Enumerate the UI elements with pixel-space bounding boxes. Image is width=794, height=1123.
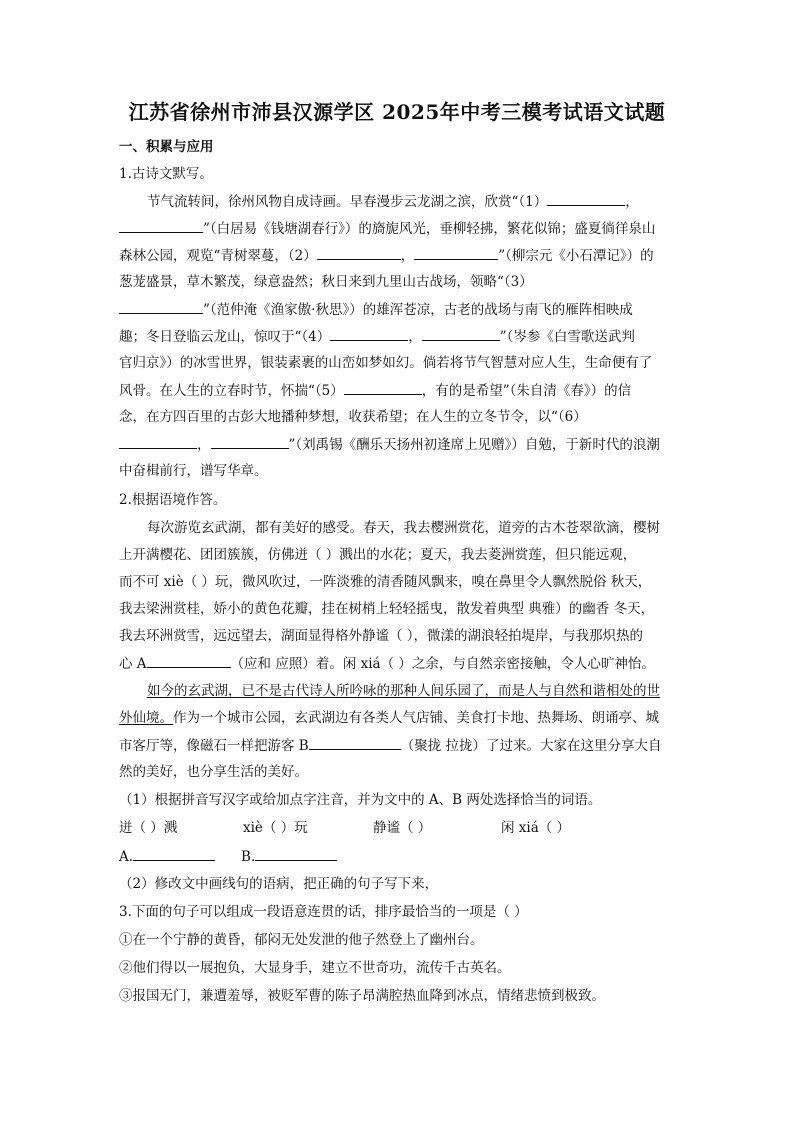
q2-passage-line: 心 A （应和 应照）着。闲 xiá（ ）之余，与自然亲密接触，令人心旷神怡。 [119,656,655,672]
answer-blank[interactable] [119,219,203,233]
q1-line-11: 中奋楫前行，谱写华章。 [119,463,268,479]
q1-line-2: ”（白居易《钱塘湖春行》）的旖旎风光，垂柳轻拂，繁花似锦；盛夏徜徉泉山 [119,219,689,238]
q1-line-9: 念，在方四百里的古彭大地播种梦想，收获希望；在人生的立冬节令，以“（6） [119,409,587,425]
q1-line-4: 葱茏盛景，草木繁茂，绿意盎然；秋日来到九里山古战场，领略“（3） [119,274,533,290]
answer-blank-b[interactable] [309,736,401,750]
pinyin-item: 迸（ ）溅 [119,820,178,836]
pinyin-row [119,819,689,837]
answer-blank[interactable] [317,246,401,260]
page-title: 江苏省徐州市沛县汉源学区 2025年中考三模考试语文试题 [128,100,666,124]
q1-line-1: 节气流转间，徐州风物自成诗画。早春漫步云龙湖之滨，欣赏“（1） ， [147,194,639,210]
answer-blank-b-line[interactable] [255,847,337,861]
q2-passage-line: 我去环洲赏雪，远远望去，湖面显得格外静谧（ ），微漾的湖浪轻拍堤岸，与我那炽热的 [119,628,644,644]
q2-passage-line: 上开满樱花、团团簇簇，仿佛迸（ ）溅出的水花；夏天，我去菱洲赏莲，但只能远观， [119,547,637,563]
q1-line-3: 森林公园，观览“青树翠蔓，（2） ， ”（柳宗元《小石潭记》）的 [119,248,654,264]
pinyin-item: 静谧（ ） [373,820,432,836]
q2-passage-line: 而不可 xiè（ ）玩，微风吹过，一阵淡雅的清香随风飘来，嗅在鼻里令人飘然脱俗 秋天， [119,574,652,590]
q2-passage-line: 外仙境。作为一个城市公园，玄武湖边有各类人气店铺、美食打卡地、热舞场、朗诵亭、城 [119,710,659,726]
q2-passage-line: 然的美好，也分享生活的美好。 [119,764,308,780]
question-2-label: 2.根据语境作答。 [119,492,227,508]
q1-line-5: ”（范仲淹《渔家傲·秋思》）的雄浑苍凉，古老的战场与南飞的雁阵相映成 [119,300,689,319]
q2-passage-line: 市客厅等，像磁石一样把游客 B （聚拢 拉拢）了过来。大家在这里分享大自 [119,738,662,754]
q1-line-6: 趣；冬日登临云龙山，惊叹于“（4） ， ”（岑参《白雪歌送武判 [119,329,635,345]
q1-line-7: 官归京》）的冰雪世界，银装素裹的山峦如梦如幻。倘若将节气智慧对应人生，生命便有了 [119,355,653,371]
answer-blank[interactable] [422,327,500,341]
q1-line-8: 风骨。在人生的立春时节，怀揣“（5） ，有的是希望”（朱自清《春》）的信 [119,383,632,399]
q3-option: ③报国无门，兼遭羞辱，被贬军曹的陈子昂满腔热血降到冰点，情绪悲愤到极致。 [119,988,605,1004]
answer-blank[interactable] [330,327,408,341]
answer-blank[interactable] [211,435,289,449]
question-3-label: 3.下面的句子可以组成一段语意连贯的话，排序最恰当的一项是（ ） [119,904,528,920]
q2-subquestion-1: （1）根据拼音写汉字或给加点字注音，并为文中的 A、B 两处选择恰当的词语。 [119,792,602,808]
pinyin-item: 闲 xiá（ ） [501,820,571,836]
answer-blank[interactable] [119,300,203,314]
pinyin-item: xiè（ ）玩 [243,820,308,836]
answer-blank[interactable] [119,435,197,449]
q2-passage-line: 每次游览玄武湖，都有美好的感受。春天，我去樱洲赏花，道旁的古木苍翠欲滴，樱树 [147,520,660,536]
q1-line-10: ， ”（刘禹锡《酬乐天扬州初逢席上见赠》）自勉，于新时代的浪潮 [119,435,689,454]
answer-blank[interactable] [547,192,625,206]
underlined-sentence: 如今的玄武湖，已不是古代诗人所吟咏的那种人间乐园了，而是人与自然和谐相处的世 [147,683,660,699]
answer-blank-a-line[interactable] [133,847,215,861]
question-1-label: 1.古诗文默写。 [119,166,213,182]
q3-option: ②他们得以一展抱负，大显身手，建立不世奇功，流传千古英名。 [119,960,511,976]
q2-subquestion-2: （2）修改文中画线句的语病，把正确的句子写下来， [119,876,439,892]
q2-passage-line: 我去梁洲赏桂，娇小的黄色花瓣，挂在树梢上轻轻摇曳，散发着典型 典雅）的幽香 冬天， [119,601,655,617]
answer-blank[interactable] [344,381,422,395]
answer-blank-a[interactable] [147,654,231,668]
q3-option: ①在一个宁静的黄昏，郁闷无处发泄的他子然登上了幽州台。 [119,932,484,948]
answer-row-ab: A. B. [119,847,689,866]
section-heading: 一、积累与应用 [119,139,214,155]
underlined-sentence-end: 外仙境。 [119,710,173,726]
answer-blank[interactable] [414,246,498,260]
